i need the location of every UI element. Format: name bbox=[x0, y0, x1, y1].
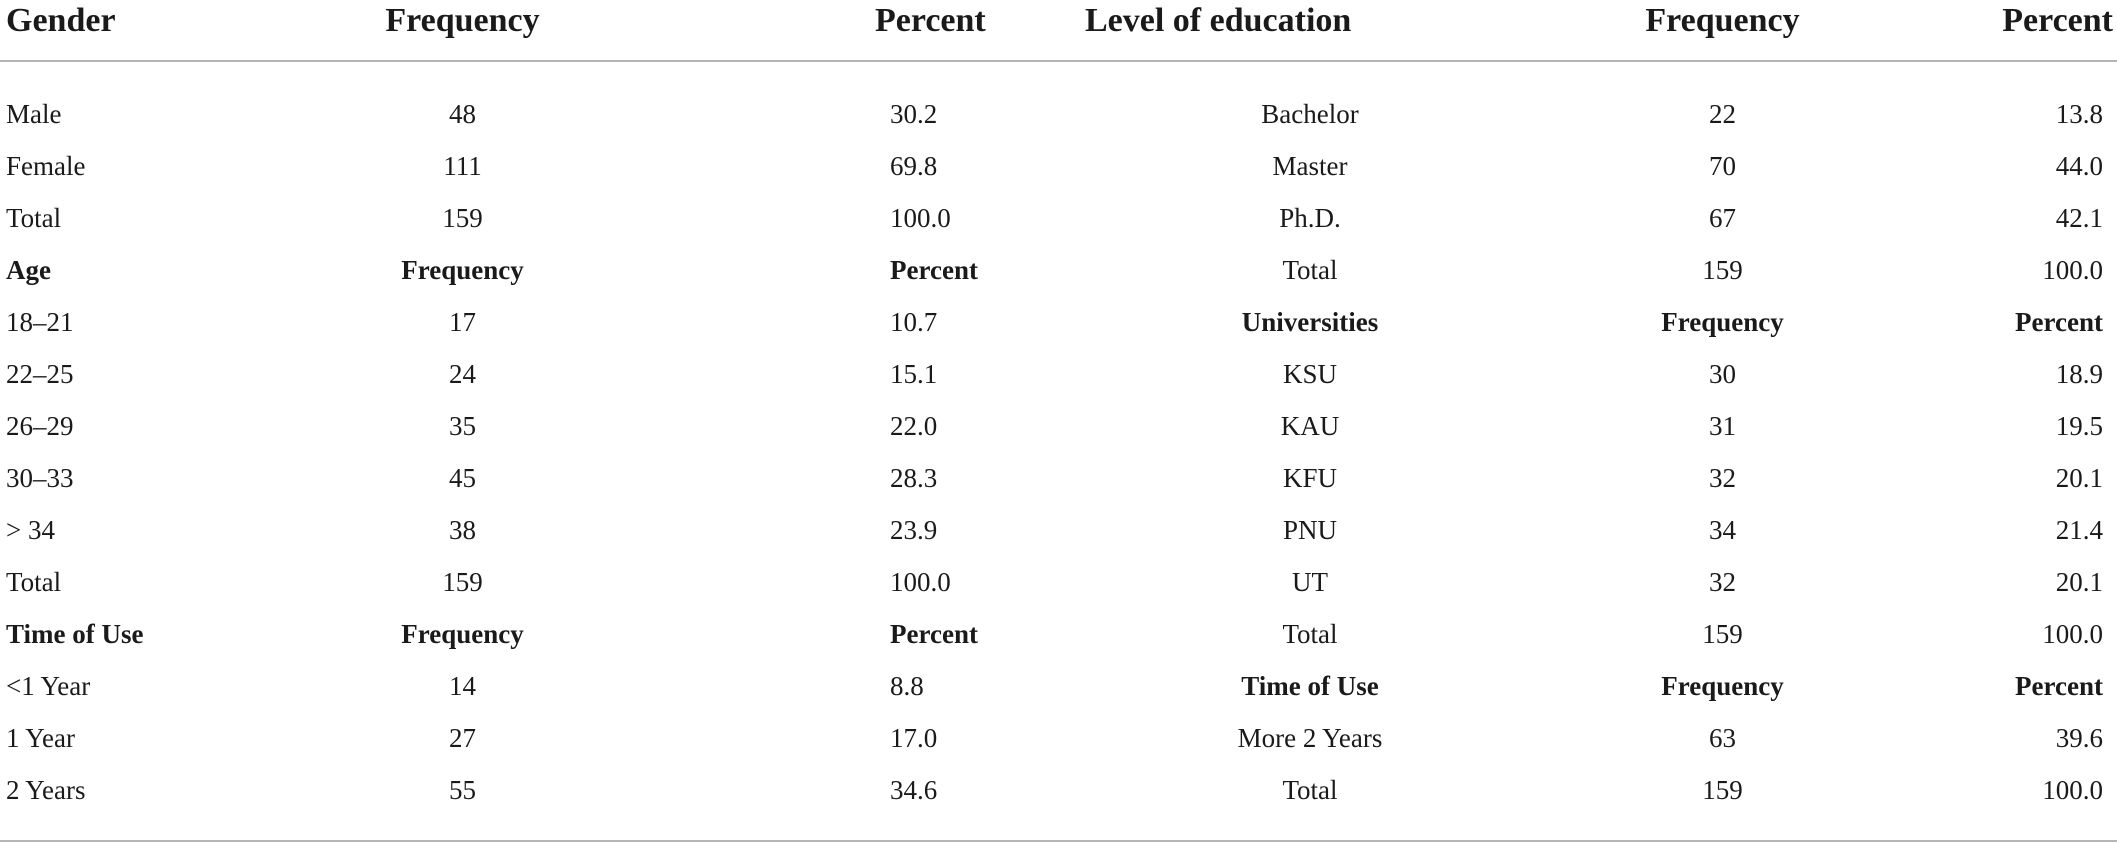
cell-frequency-right: 31 bbox=[1709, 410, 1736, 441]
table-row bbox=[0, 400, 2117, 452]
cell-category-left: Male bbox=[6, 98, 62, 129]
cell-percent-left: 69.8 bbox=[890, 150, 938, 181]
cell-category-right: Master bbox=[1272, 150, 1348, 181]
cell-percent-right: 21.4 bbox=[2055, 514, 2103, 545]
spacer-row bbox=[0, 61, 2117, 88]
table-row bbox=[0, 244, 2117, 296]
table-row bbox=[0, 764, 2117, 816]
cell-category-left: Time of Use bbox=[6, 618, 144, 649]
header-row bbox=[0, 0, 2117, 61]
cell-percent-left: 34.6 bbox=[890, 774, 938, 805]
table-row bbox=[0, 348, 2117, 400]
table-row bbox=[0, 712, 2117, 764]
cell-category-left: 1 Year bbox=[6, 722, 76, 753]
header-percent-left: Percent bbox=[585, 0, 1055, 61]
table-row bbox=[0, 556, 2117, 608]
cell-frequency-right: 63 bbox=[1709, 722, 1736, 753]
table-row bbox=[0, 192, 2117, 244]
cell-frequency-left: 27 bbox=[449, 722, 476, 753]
cell-frequency-left: 48 bbox=[449, 98, 476, 129]
cell-frequency-right: Frequency bbox=[1661, 306, 1784, 337]
cell-frequency-right: 30 bbox=[1709, 358, 1736, 389]
cell-percent-right: 13.8 bbox=[2055, 98, 2103, 129]
cell-frequency-right: 159 bbox=[1702, 254, 1743, 285]
header-level-of-education: Level of education bbox=[1055, 0, 1485, 61]
cell-frequency-right: 159 bbox=[1702, 774, 1743, 805]
cell-frequency-left: 55 bbox=[449, 774, 476, 805]
cell-category-right: Total bbox=[1282, 774, 1338, 805]
cell-category-right: Universities bbox=[1241, 306, 1379, 337]
cell-percent-right: 42.1 bbox=[2055, 202, 2103, 233]
cell-frequency-right: 34 bbox=[1709, 514, 1736, 545]
cell-category-left: Total bbox=[6, 566, 62, 597]
cell-category-right: Bachelor bbox=[1261, 98, 1359, 129]
cell-percent-left: 100.0 bbox=[890, 202, 951, 233]
cell-frequency-left: 14 bbox=[449, 670, 476, 701]
table-header bbox=[0, 0, 2117, 61]
cell-category-left: 2 Years bbox=[6, 774, 86, 805]
cell-category-left: <1 Year bbox=[6, 670, 91, 701]
cell-category-right: UT bbox=[1292, 566, 1328, 597]
header-frequency-left: Frequency bbox=[340, 0, 585, 61]
cell-frequency-left: 38 bbox=[449, 514, 476, 545]
bottom-rule-row bbox=[0, 816, 2117, 841]
cell-percent-right: 100.0 bbox=[2042, 618, 2103, 649]
cell-category-left: Total bbox=[6, 202, 62, 233]
cell-percent-right: 20.1 bbox=[2055, 462, 2103, 493]
cell-frequency-right: 67 bbox=[1709, 202, 1736, 233]
cell-percent-left: Percent bbox=[890, 254, 978, 285]
header-percent-right: Percent bbox=[1870, 0, 2117, 61]
cell-frequency-right: 70 bbox=[1709, 150, 1736, 181]
header-frequency-right: Frequency bbox=[1485, 0, 1870, 61]
cell-frequency-left: 159 bbox=[442, 566, 483, 597]
cell-percent-right: 100.0 bbox=[2042, 774, 2103, 805]
cell-category-left: 30–33 bbox=[6, 462, 74, 493]
table-row bbox=[0, 660, 2117, 712]
cell-category-right: PNU bbox=[1282, 514, 1337, 545]
cell-category-right: Total bbox=[1282, 254, 1338, 285]
cell-category-left: 26–29 bbox=[6, 410, 74, 441]
cell-frequency-left: 45 bbox=[449, 462, 476, 493]
table-row bbox=[0, 608, 2117, 660]
cell-percent-left: 8.8 bbox=[890, 670, 924, 701]
cell-category-left: 18–21 bbox=[6, 306, 74, 337]
cell-frequency-right: Frequency bbox=[1661, 670, 1784, 701]
cell-percent-left: 15.1 bbox=[890, 358, 938, 389]
cell-frequency-right: 159 bbox=[1702, 618, 1743, 649]
cell-category-right: KSU bbox=[1282, 358, 1337, 389]
cell-category-right: Total bbox=[1282, 618, 1338, 649]
cell-percent-left: 10.7 bbox=[890, 306, 938, 337]
cell-category-left: Age bbox=[6, 254, 51, 285]
header-gender: Gender bbox=[0, 0, 340, 61]
cell-frequency-left: 17 bbox=[449, 306, 476, 337]
cell-percent-right: 18.9 bbox=[2055, 358, 2103, 389]
cell-percent-left: Percent bbox=[890, 618, 978, 649]
cell-frequency-left: 111 bbox=[443, 150, 482, 181]
cell-category-right: Ph.D. bbox=[1279, 202, 1341, 233]
cell-category-left: > 34 bbox=[6, 514, 55, 545]
cell-frequency-left: Frequency bbox=[401, 618, 524, 649]
cell-percent-left: 100.0 bbox=[890, 566, 951, 597]
table-row bbox=[0, 504, 2117, 556]
cell-percent-left: 23.9 bbox=[890, 514, 938, 545]
table-row bbox=[0, 452, 2117, 504]
cell-percent-left: 30.2 bbox=[890, 98, 938, 129]
cell-category-right: Time of Use bbox=[1241, 670, 1379, 701]
table-row bbox=[0, 296, 2117, 348]
cell-percent-right: 44.0 bbox=[2055, 150, 2103, 181]
cell-percent-right: 39.6 bbox=[2055, 722, 2103, 753]
cell-category-right: KFU bbox=[1282, 462, 1337, 493]
table-body bbox=[0, 61, 2117, 841]
cell-frequency-left: 24 bbox=[449, 358, 476, 389]
cell-percent-right: Percent bbox=[2015, 306, 2103, 337]
cell-percent-right: 20.1 bbox=[2055, 566, 2103, 597]
cell-percent-left: 17.0 bbox=[890, 722, 938, 753]
table-row bbox=[0, 88, 2117, 140]
cell-percent-right: 19.5 bbox=[2055, 410, 2103, 441]
cell-percent-right: 100.0 bbox=[2042, 254, 2103, 285]
cell-category-right: More 2 Years bbox=[1237, 722, 1383, 753]
cell-percent-right: Percent bbox=[2015, 670, 2103, 701]
cell-percent-left: 28.3 bbox=[890, 462, 938, 493]
cell-category-left: 22–25 bbox=[6, 358, 74, 389]
cell-frequency-right: 32 bbox=[1709, 566, 1736, 597]
cell-category-left: Female bbox=[6, 150, 86, 181]
cell-frequency-left: 159 bbox=[442, 202, 483, 233]
cell-frequency-right: 22 bbox=[1709, 98, 1736, 129]
cell-category-right: KAU bbox=[1280, 410, 1340, 441]
cell-frequency-left: Frequency bbox=[401, 254, 524, 285]
cell-percent-left: 22.0 bbox=[890, 410, 938, 441]
table-row bbox=[0, 140, 2117, 192]
cell-frequency-right: 32 bbox=[1709, 462, 1736, 493]
cell-frequency-left: 35 bbox=[449, 410, 476, 441]
